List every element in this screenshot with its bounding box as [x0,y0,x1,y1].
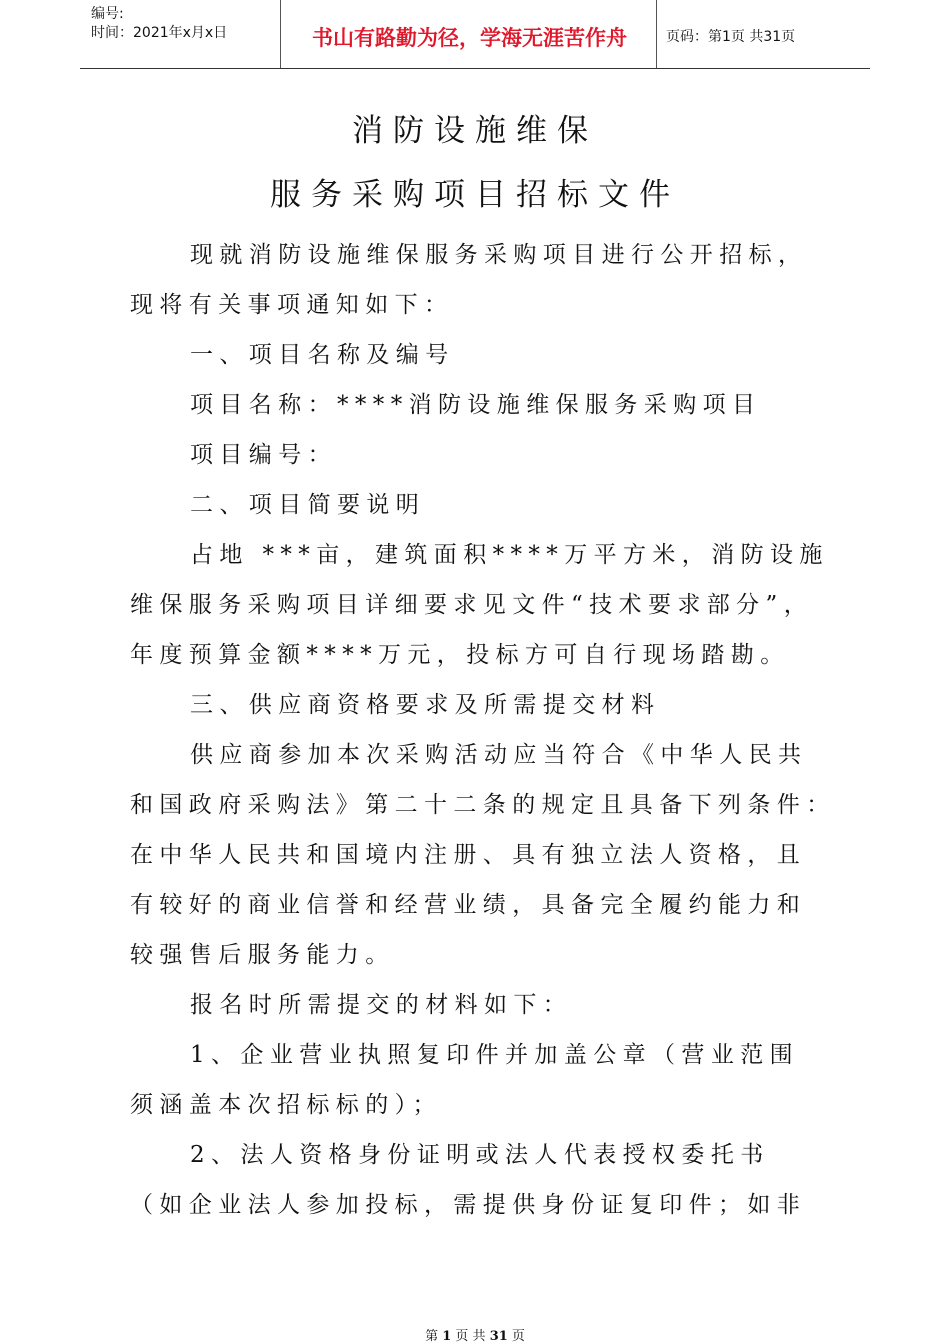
header-divider [656,0,657,68]
body-line: 占地 ***亩，建筑面积****万平方米，消防设施 [190,542,829,568]
body-line: 须涵盖本次招标标的）； [130,1092,442,1118]
footer-middle: 页 共 [455,1329,486,1344]
document-title-line1: 消防设施维保 [352,113,598,149]
body-line: 供应商参加本次采购活动应当符合《中华人民共 [190,742,808,768]
footer-total-pages: 31 [489,1329,508,1344]
body-line: 较强售后服务能力。 [130,942,395,968]
body-line: 年度预算金额****万元，投标方可自行现场踏勘。 [130,642,790,668]
body-line: 维保服务采购项目详细要求见文件“技术要求部分”， [130,592,814,618]
footer-page-number: 1 [442,1329,452,1344]
document-title-line2: 服务采购项目招标文件 [270,177,680,213]
footer-prefix: 第 [425,1329,439,1344]
section-heading: 二、项目简要说明 [190,492,426,518]
page-footer [0,1325,950,1344]
header-page-info: 页码：第1页 共31页 [666,29,796,45]
body-line: 2、法人资格身份证明或法人代表授权委托书 [190,1142,770,1168]
page-header [80,0,870,69]
body-line: 有较好的商业信誉和经营业绩，具备完全履约能力和 [130,892,807,918]
body-line: 在中华人民共和国境内注册、具有独立法人资格，且 [130,842,807,868]
body-line: 项目编号： [190,442,337,468]
footer-suffix: 页 [511,1329,525,1344]
body-line: 和国政府采购法》第二十二条的规定且具备下列条件： [130,792,836,818]
body-line: 项目名称：****消防设施维保服务采购项目 [190,392,762,418]
header-slogan: 书山有路勤为径，学海无涯苦作舟 [312,26,627,50]
document-number-label: 编号: [91,6,124,22]
header-divider [280,0,281,68]
section-heading: 三、供应商资格要求及所需提交材料 [190,692,661,718]
body-line: 现就消防设施维保服务采购项目进行公开招标， [190,242,808,268]
section-heading: 一、项目名称及编号 [190,342,455,368]
body-line: 1、企业营业执照复印件并加盖公章（营业范围 [190,1042,800,1068]
body-line: 报名时所需提交的材料如下： [190,992,573,1018]
document-time-label: 时间：2021年x月x日 [91,25,228,41]
body-line: （如企业法人参加投标，需提供身份证复印件；如非 [130,1192,807,1218]
body-line: 现将有关事项通知如下： [130,292,454,318]
